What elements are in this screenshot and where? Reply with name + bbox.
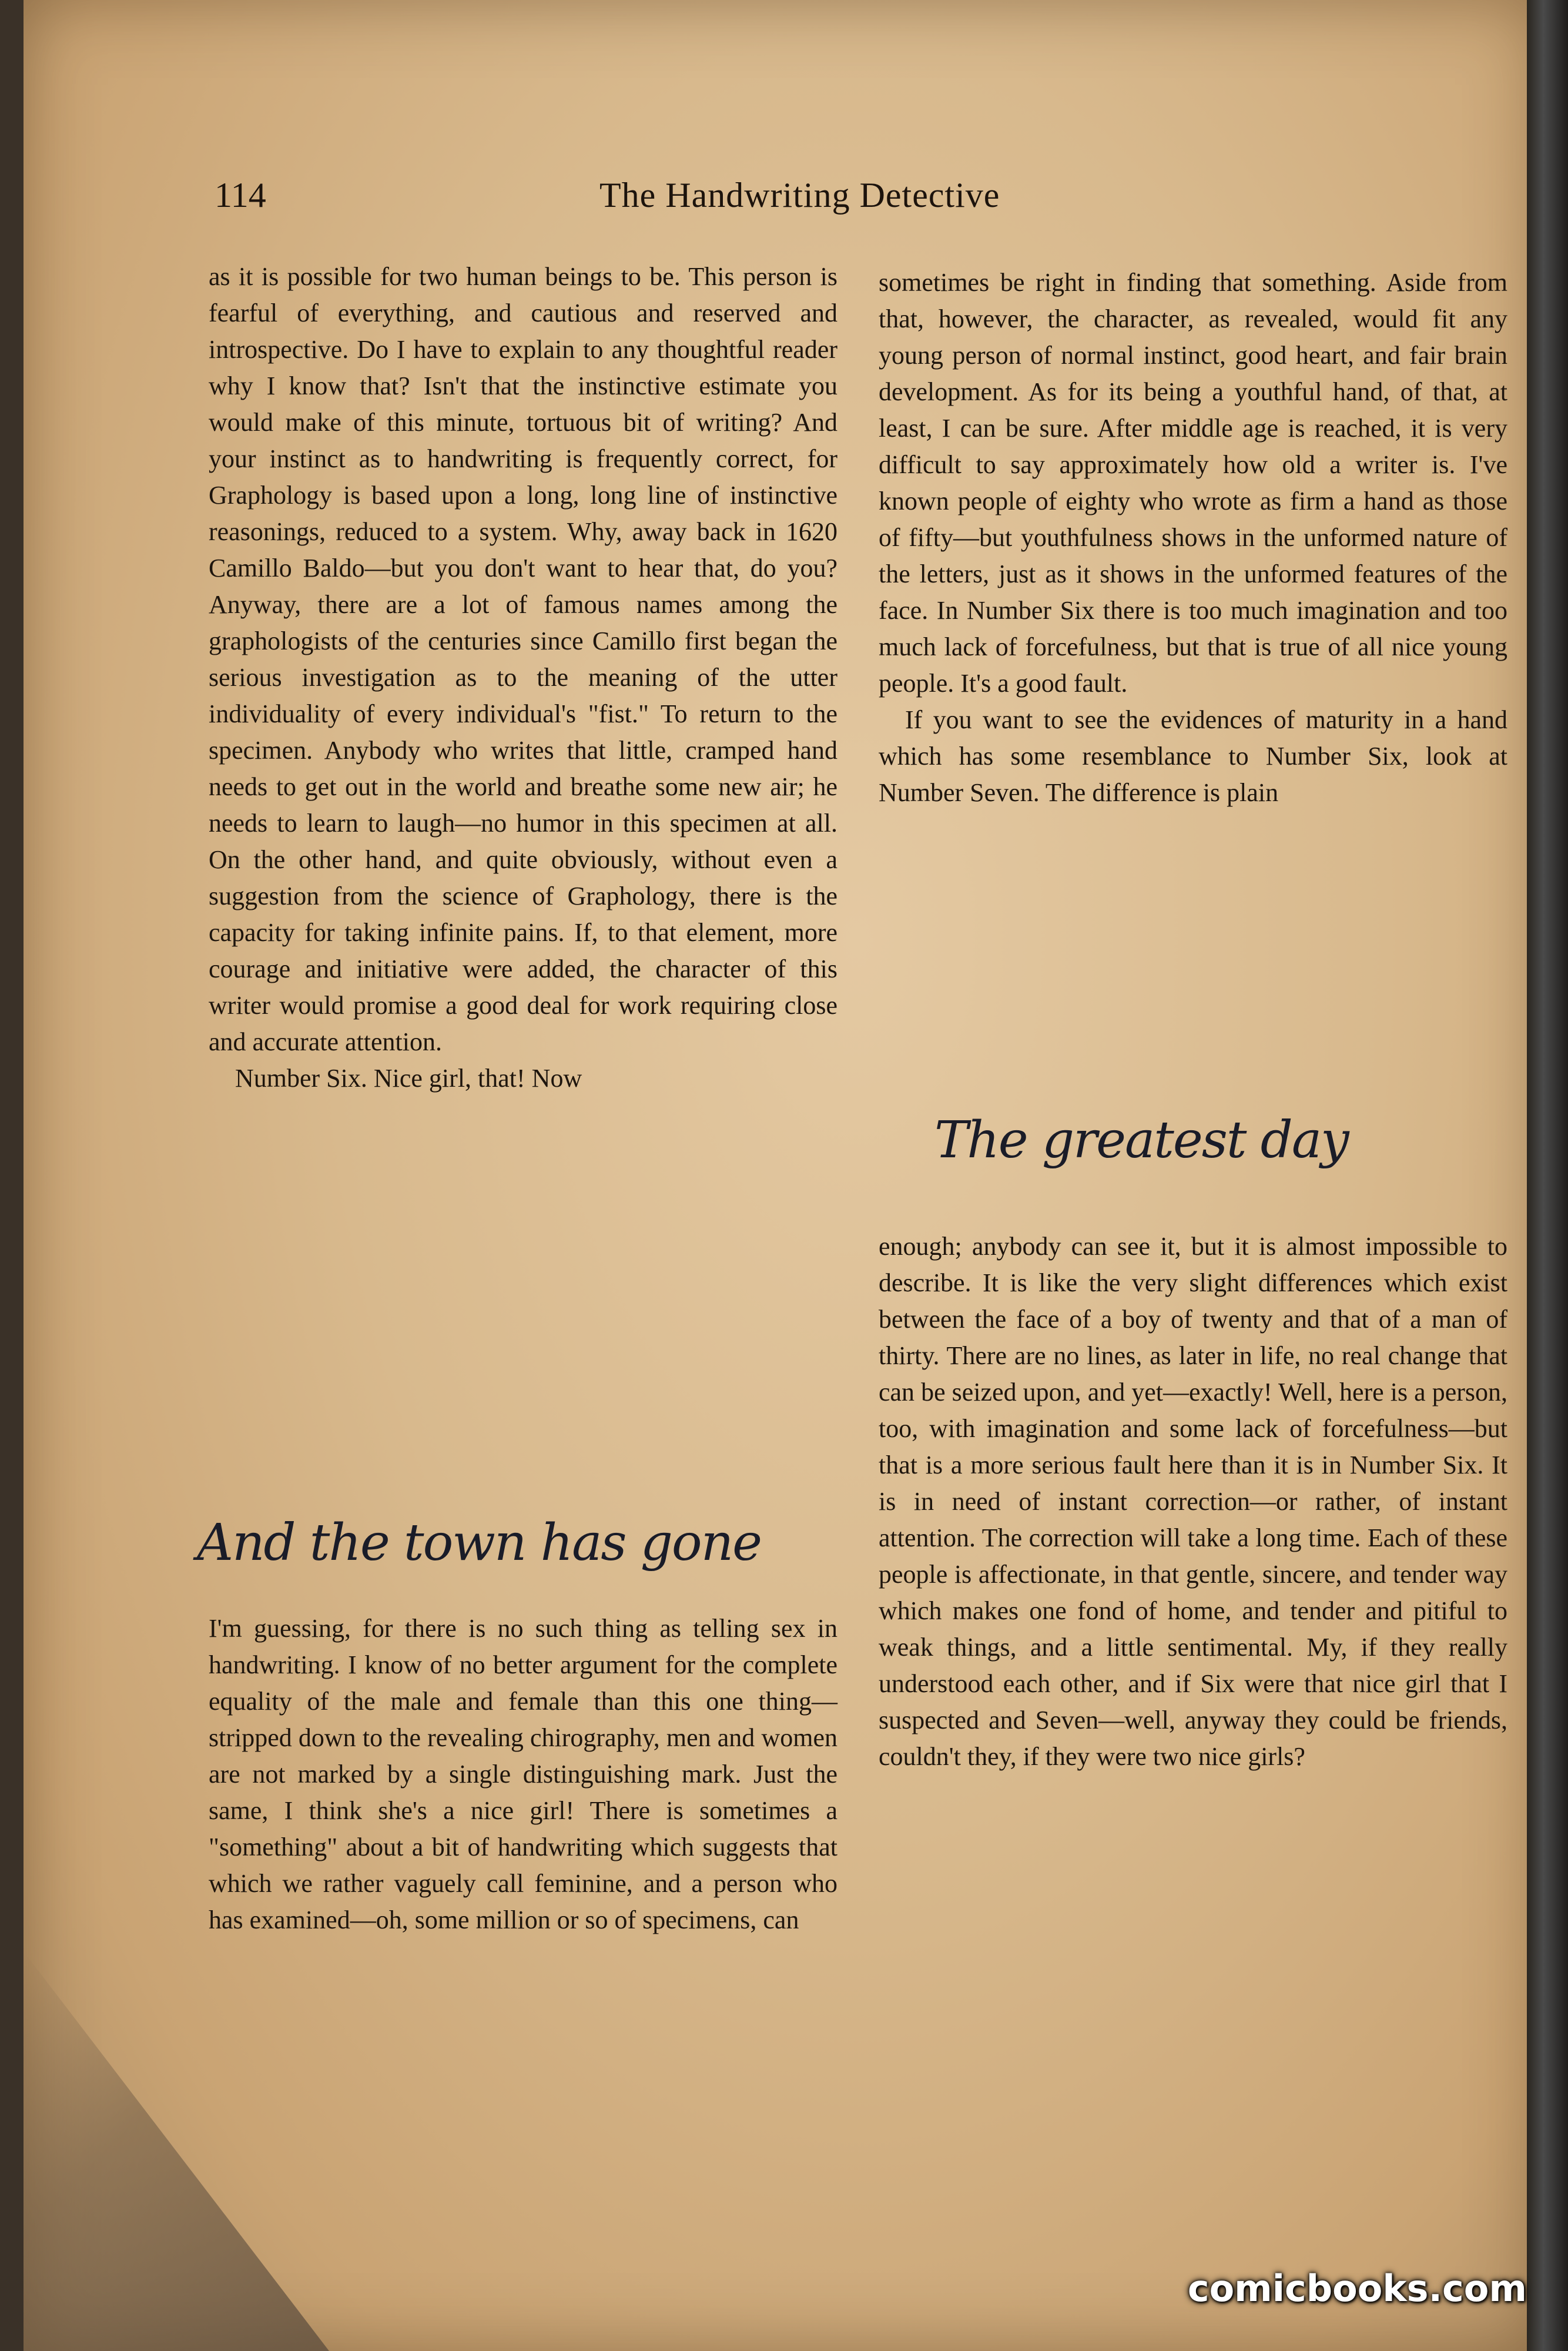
right-column-top xyxy=(879,264,1507,811)
handwriting-specimen-number-seven: The greatest day xyxy=(934,1111,1348,1170)
left-column-top xyxy=(209,259,837,1097)
page-number: 114 xyxy=(215,176,266,215)
left-paragraph-continuation: as it is possible for two human beings to be. This person is fearful of everything, and cautious and reserved and introspective. Do I have to explain to any thoughtful reader why I know that? Isn't that the instinctive estimate you would make of this minute, tortuous bit of writing? And your instinct as to handwriting is frequently correct, for Graphology is based upon a long, long line of instinctive reasonings, reduced to a system. Why, away back in 1620 Camillo Baldo—but you don't want to hear that, do you? Anyway, there are a lot of famous names among the graphologists of the centuries since Camillo first began the serious investigation as to the meaning of the utter individuality of every individual's "fist." To return to the specimen. Anybody who writes that little, cramped hand needs to get out in the world and breathe some new air; he needs to learn to laugh—no humor in this specimen at all. On the other hand, and quite obviously, without even a suggestion from the science of Graphology, there is the capacity for taking infinite pains. If, to that element, more courage and initiative were added, the character of this writer would promise a good deal for work requiring close and accurate attention. xyxy=(209,262,837,1056)
watermark: comicbooks.com xyxy=(1187,2267,1527,2310)
right-paragraph-maturity: If you want to see the evidences of maturity in a hand which has some resemblance to Number Six, look at Number Seven. The difference is plain xyxy=(879,705,1507,807)
right-paragraph-continuation: sometimes be right in finding that something. Aside from that, however, the character, as revealed, would fit any young person of normal instinct, good heart, and fair brain development. As for its being a youthful hand, of that, at least, I can be sure. After middle age is reached, it is very difficult to say approximately how old a writer is. I've known people of eighty who wrote as firm a hand as those of fifty—but youthfulness shows in the unformed nature of the letters, just as it shows in the unformed features of the face. In Number Six there is too much imagination and too much lack of forcefulness, but that is true of all nice young people. It's a good fault. xyxy=(879,268,1507,698)
page-edge-shadow xyxy=(1527,0,1568,2351)
left-paragraph-guessing: I'm guessing, for there is no such thing as telling sex in handwriting. I know of no better argument for the complete equality of the male and female than this one thing—stripped down to the revealing chirography, men and women are not marked by a single distinguishing mark. Just the same, I think she's a nice girl! There is sometimes a "something" about a bit of handwriting which suggests that which we rather vaguely call feminine, and a person who has examined—oh, some million or so of specimens, can xyxy=(209,1614,837,1934)
right-column-bottom xyxy=(879,1228,1507,1775)
left-paragraph-number-six: Number Six. Nice girl, that! Now xyxy=(235,1064,582,1093)
right-paragraph-enough: enough; anybody can see it, but it is almost impossible to describe. It is like the very slight differences which exist between the face of a boy of twenty and that of a man of thirty. There are no lines, as later in life, no real change that can be seized upon, and yet—exactly! Well, here is a person, too, with imagination and some lack of forcefulness—but that is a more serious fault here than it is in Number Six. It is in need of instant correction—or rather, of instant attention. The correction will take a long time. Each of these people is affectionate, in that gentle, sincere, and tender way which makes one fond of home, and tender and pitiful to weak things, and a little sentimental. My, if they really understood each other, and if Six were that nice girl that I suspected and Seven—well, anyway they could be friends, couldn't they, if they were two nice girls? xyxy=(879,1232,1507,1771)
handwriting-specimen-number-six: And the town has gone xyxy=(197,1513,761,1572)
left-column-bottom xyxy=(209,1610,837,1938)
running-title: The Handwriting Detective xyxy=(599,176,1000,215)
